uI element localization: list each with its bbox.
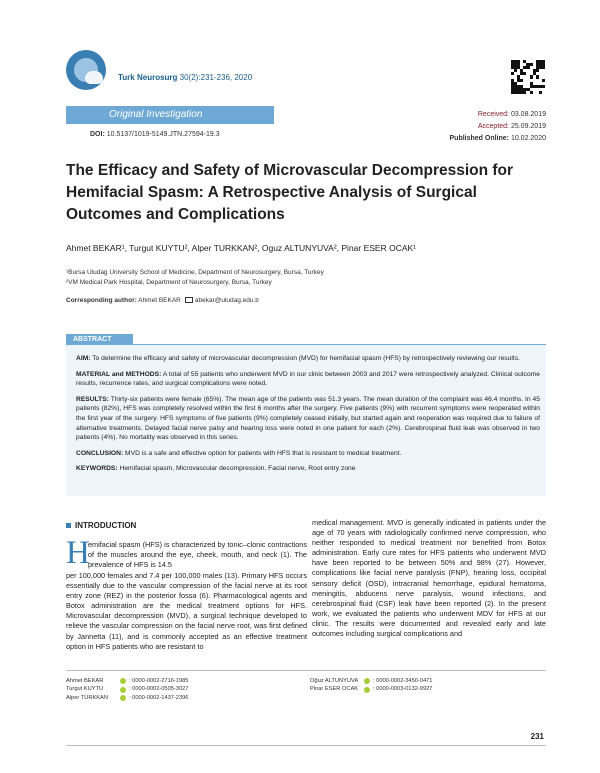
- orcid-id[interactable]: : 0000-0003-0132-9927: [373, 686, 433, 693]
- orcid-icon: [120, 695, 126, 701]
- intro-heading: INTRODUCTION: [66, 521, 136, 530]
- section-banner: [66, 106, 274, 124]
- article-dates: Received: 03.08.2019 Accepted: 25.09.2019 Published Online: 10.02.2020: [449, 111, 546, 142]
- orcid-row: Turgut KUYTU : 0000-0002-0505-3027: [66, 686, 189, 693]
- qr-module: [520, 79, 523, 82]
- corresponding-author: Corresponding author: Ahmet BEKAR abekar@uludag.edu.tr: [66, 297, 260, 304]
- qr-module: [530, 63, 533, 66]
- abstract-methods: MATERIAL and METHODS: A total of 55 patients who underwent MVD in our clinic between 2003 and 2017 were retrospectively analyzed. Clinical outcome results, recurrence rates, and surgical complications were noted.: [76, 370, 540, 388]
- qr-module: [536, 69, 539, 72]
- intro-col1-lead: emifacial spasm (HFS) is characterized by tonic–clonic contractions of the muscles around the eye, cheek, mouth, and neck (1). The prevalence of HFS is 14.5: [88, 540, 307, 570]
- qr-module: [523, 91, 526, 94]
- abstract-keywords: KEYWORDS: Hemifacial spasm, Microvascular decompression, Facial nerve, Root entry zone: [76, 465, 356, 473]
- section-label: Original Investigation: [109, 109, 203, 120]
- qr-module: [511, 72, 514, 75]
- qr-module: [514, 69, 517, 72]
- orcid-icon: [120, 678, 126, 684]
- orcid-list-left: [66, 677, 188, 702]
- mail-icon: [185, 297, 193, 303]
- orcid-icon: [364, 687, 370, 693]
- author-list: Ahmet BEKAR¹, Turgut KUYTU², Alper TURKKAN², Oguz ALTUNYUVA², Pinar ESER OCAK¹: [66, 243, 417, 253]
- qr-module: [542, 66, 545, 69]
- drop-cap: H: [66, 535, 90, 571]
- qr-module: [526, 66, 529, 69]
- orcid-row: Ahmet BEKAR : 0000-0002-2716-1985: [66, 678, 189, 684]
- footer-divider: [66, 745, 546, 746]
- affiliation-2: ²VM Medical Park Hospital, Department of Neurosurgery, Bursa, Turkey: [66, 279, 272, 286]
- orcid-divider: [66, 670, 546, 671]
- qr-module: [536, 75, 539, 78]
- orcid-id[interactable]: : 0000-0002-2716-1985: [129, 678, 189, 684]
- abstract-text: [76, 354, 540, 480]
- email-link[interactable]: abekar@uludag.edu.tr: [194, 297, 260, 304]
- qr-module: [523, 72, 526, 75]
- orcid-icon: [120, 687, 126, 693]
- abstract-results: RESULTS: Thirty-six patients were female (65%). The mean age of the patients was 51.3 years. The mean duration of the complaint was 46.4 months. In 45 patients (82%), HFS was completely resolved within the first 6 months after the surgery. Five patients (9%) with recurrent symptoms were reoperated within the first year of the surgery. HFS symptoms of five patients (9%) completely ceased initially, but started again and reoperation was required due to failure of alternative treatments. Delayed facial nerve palsy and hearing loss were noted in one patient for each (2%). Cerebrospinal fluid leak was observed in two patients (4%). No mortality was observed in this series.: [76, 395, 540, 442]
- journal-logo: [66, 50, 106, 90]
- orcid-row: Alper TÜRKKAN : 0000-0002-1437-2396: [66, 694, 189, 701]
- orcid-row: Oğuz ALTUNYUVA : 0000-0002-3450-0471: [310, 678, 433, 684]
- affiliation-1: ¹Bursa Uludag University School of Medicine, Department of Neurosurgery, Bursa, Turkey: [66, 269, 324, 276]
- intro-col1-body: per 100,000 females and 7.4 per 100,000 males (13). Primary HFS occurs essentially due to the vascular compression of the facial nerve at its root entry zone (REZ) in the posterior fossa (6). Pharmacological agents and Botox administration are the medical treatment options for HFS. Microvascular decompression (MVD), a surgical technique developed to relieve the vascular compression on the facial nerve root, was first defined by Jannetta (11), and is commonly accepted as an effective treatment option in HFS patients who are resistant to: [66, 571, 307, 651]
- orcid-icon: [364, 678, 370, 684]
- qr-module: [542, 85, 545, 88]
- article-title: The Efficacy and Safety of Microvascular Decompression for Hemifacial Spasm: A Retrospective Analysis of Surgical Outcomes and Complications: [66, 162, 514, 223]
- abstract-heading: ABSTRACT: [66, 334, 133, 345]
- journal-citation: Turk Neurosurg 30(2):231-236, 2020: [118, 73, 253, 82]
- square-bullet-icon: [66, 523, 71, 528]
- abstract-conclusion: CONCLUSION: MVD is a safe and effective option for patients with HFS that is resistant to medical treatment.: [76, 449, 402, 457]
- qr-module: [542, 79, 545, 82]
- orcid-row: Pinar ESER OCAK : 0000-0003-0132-9927: [310, 686, 433, 693]
- orcid-id[interactable]: : 0000-0002-0505-3027: [129, 686, 189, 693]
- qr-module: [539, 91, 542, 94]
- qr-module: [530, 91, 533, 94]
- qr-code: [511, 60, 545, 94]
- doi[interactable]: DOI: 10.5137/1019-5149.JTN.27594-19.3: [90, 131, 220, 138]
- page-number: 231: [530, 732, 544, 741]
- intro-col2-body: medical management. MVD is generally indicated in patients under the age of 70 years with radiologically confirmed nerve compression, who neither responded to medical treatment nor benefited from Botox administration. Early cure rates for HFS patients who underwent MVD have been reported to be between 50% and 98% (27). However, complications like facial nerve paralysis (FNP), hearing loss, occipital sensory deficit (OSD), intracranial hemorrhage, epidural hematoma, meningitis, abducens nerve paralysis, wound infections, and cerebrospinal fluid (CSF) leak have been reported (2). In the present work, we evaluated the patients who underwent MDV for HFS at our clinic. The results were documented and revealed early and late outcomes including surgical complications and: [312, 518, 546, 639]
- orcid-id[interactable]: : 0000-0002-1437-2396: [129, 694, 189, 701]
- affiliations: [66, 268, 324, 288]
- qr-module: [530, 75, 533, 78]
- abstract-aim: AIM: To determine the efficacy and safety of microvascular decompression (MVD) for hemifacial spasm (HFS) by retrospectively reviewing our results.: [76, 355, 520, 362]
- orcid-id[interactable]: : 0000-0002-3450-0471: [373, 678, 433, 684]
- orcid-list-right: [310, 677, 432, 694]
